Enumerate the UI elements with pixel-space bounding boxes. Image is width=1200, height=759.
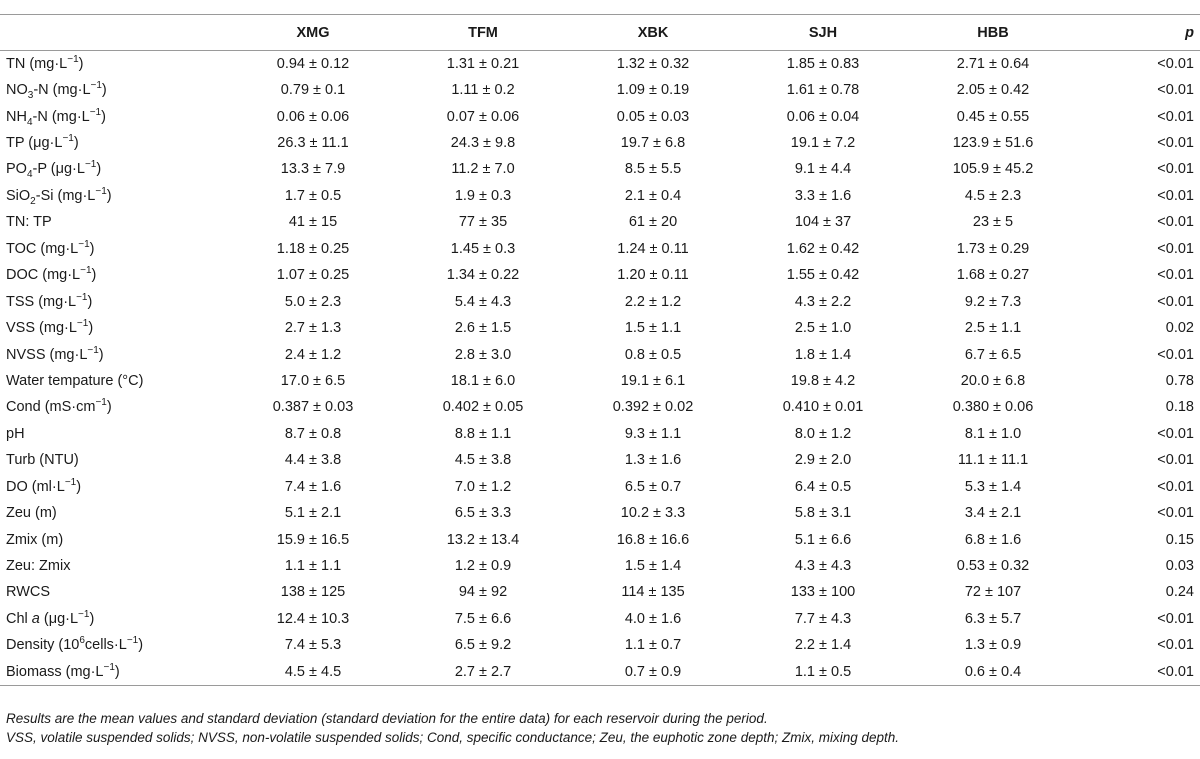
table-row — [0, 156, 1200, 182]
cell-tfm: 2.7 ± 2.7 — [398, 659, 568, 685]
table-body — [0, 51, 1200, 686]
table-row — [0, 183, 1200, 209]
cell-xbk: 1.5 ± 1.4 — [624, 558, 682, 575]
cell-sjh: 1.55 ± 0.42 — [786, 267, 860, 284]
cell-xmg: 5.0 ± 2.3 — [284, 293, 342, 310]
cell-p-value: <0.01 — [1157, 637, 1194, 654]
cell-xbk: 0.8 ± 0.5 — [624, 346, 682, 363]
label-text: ) — [87, 293, 93, 310]
label-text: DO (ml·L — [6, 478, 65, 495]
cell-xmg: 41 ± 15 — [288, 214, 338, 231]
table-footnotes — [6, 709, 1196, 747]
cell-xbk: 1.3 ± 1.6 — [624, 452, 682, 469]
cell-hbb: 20.0 ± 6.8 — [960, 372, 1026, 389]
unit-exponent: −1 — [103, 661, 115, 673]
label-text: -P (μg·L — [32, 161, 85, 178]
cell-p-value: 0.15 — [1165, 531, 1194, 548]
cell-p-value: <0.01 — [1157, 135, 1194, 152]
cell-hbb: 23 ± 5 — [972, 214, 1014, 231]
cell-sjh: 0.410 ± 0.01 — [782, 399, 864, 416]
cell-xmg: 17.0 ± 6.5 — [280, 372, 346, 389]
header-tfm: TFM — [398, 15, 568, 51]
row-label — [0, 394, 228, 420]
cell-p-value: <0.01 — [1078, 659, 1200, 685]
row-label — [0, 236, 228, 262]
cell-hbb: 0.380 ± 0.06 — [952, 399, 1034, 416]
table-row — [0, 341, 1200, 367]
row-label — [0, 659, 228, 685]
label-text: ) — [106, 399, 112, 416]
cell-xmg: 2.7 ± 1.3 — [284, 320, 342, 337]
cell-sjh: 3.3 ± 1.6 — [794, 187, 852, 204]
cell-xmg: 1.18 ± 0.25 — [276, 240, 350, 257]
cell-sjh: 6.4 ± 0.5 — [794, 478, 852, 495]
cell-xbk: 114 ± 135 — [621, 584, 685, 601]
header-parameter — [0, 15, 228, 51]
label-text: TOC (mg·L — [6, 240, 79, 257]
cell-hbb: 2.71 ± 0.64 — [956, 55, 1030, 72]
row-label — [0, 606, 228, 632]
cell-xbk: 2.2 ± 1.2 — [624, 293, 682, 310]
table-row — [0, 500, 1200, 526]
table-row — [0, 288, 1200, 314]
cell-xbk: 1.24 ± 0.11 — [617, 240, 689, 257]
cell-xbk: 0.7 ± 0.9 — [568, 659, 738, 685]
chemical-subscript: 4 — [26, 116, 33, 128]
cell-xbk: 0.392 ± 0.02 — [612, 399, 694, 416]
cell-sjh: 1.8 ± 1.4 — [794, 346, 852, 363]
cell-p-value: <0.01 — [1157, 214, 1194, 231]
cell-sjh: 9.1 ± 4.4 — [794, 161, 852, 178]
cell-xbk: 10.2 ± 3.3 — [620, 505, 686, 522]
cell-hbb: 2.05 ± 0.42 — [956, 82, 1030, 99]
label-text: (μg·L — [39, 610, 79, 627]
label-text: ) — [138, 637, 144, 654]
header-xmg: XMG — [228, 15, 398, 51]
cell-xbk: 8.5 ± 5.5 — [624, 161, 682, 178]
cell-xbk: 4.0 ± 1.6 — [624, 610, 682, 627]
cell-tfm: 4.5 ± 3.8 — [454, 452, 512, 469]
cell-tfm: 7.5 ± 6.6 — [454, 610, 512, 627]
cell-hbb: 2.5 ± 1.1 — [964, 320, 1022, 337]
table-row — [0, 236, 1200, 262]
cell-p-value: <0.01 — [1157, 610, 1194, 627]
cell-p-value: <0.01 — [1157, 55, 1194, 72]
table-row — [0, 447, 1200, 473]
label-text: -N (mg·L — [32, 108, 90, 125]
cell-sjh: 19.1 ± 7.2 — [790, 135, 856, 152]
cell-hbb: 1.73 ± 0.29 — [956, 240, 1030, 257]
cell-sjh: 1.85 ± 0.83 — [786, 55, 860, 72]
cell-sjh: 1.62 ± 0.42 — [786, 240, 860, 257]
header-p-value: p — [1078, 15, 1200, 51]
label-text: Zeu: Zmix — [6, 558, 71, 575]
cell-xmg: 1.7 ± 0.5 — [284, 187, 342, 204]
row-label — [0, 262, 228, 288]
cell-xbk: 9.3 ± 1.1 — [624, 425, 682, 442]
table-row — [0, 51, 1200, 77]
cell-hbb: 6.3 ± 5.7 — [964, 610, 1022, 627]
table-row — [0, 553, 1200, 579]
cell-xmg: 5.1 ± 2.1 — [284, 505, 342, 522]
header-hbb: HBB — [908, 15, 1078, 51]
unit-exponent: −1 — [78, 238, 90, 250]
cell-sjh: 5.8 ± 3.1 — [794, 505, 852, 522]
cell-xmg: 8.7 ± 0.8 — [284, 425, 342, 442]
cell-p-value: <0.01 — [1157, 161, 1194, 178]
cell-xmg: 13.3 ± 7.9 — [280, 161, 346, 178]
header-xbk: XBK — [568, 15, 738, 51]
row-label — [0, 553, 228, 579]
label-text: DOC (mg·L — [6, 267, 81, 284]
unit-exponent: −1 — [126, 635, 139, 647]
label-text: TN (mg·L — [6, 55, 68, 72]
unit-exponent: −1 — [76, 318, 89, 330]
table-row — [0, 262, 1200, 288]
label-text: Cond (mS·cm — [6, 399, 96, 416]
unit-exponent: −1 — [78, 609, 90, 621]
cell-p-value: <0.01 — [1157, 452, 1194, 469]
label-text: ) — [88, 320, 94, 337]
label-text: TSS (mg·L — [6, 293, 77, 310]
label-text: ) — [73, 135, 79, 152]
cell-xmg: 0.06 ± 0.06 — [276, 108, 350, 125]
row-label — [0, 500, 228, 526]
label-text: NVSS (mg·L — [6, 346, 88, 363]
label-text: Zeu (m) — [6, 505, 57, 522]
row-label — [0, 368, 228, 394]
cell-sjh: 5.1 ± 6.6 — [794, 531, 852, 548]
cell-hbb: 8.1 ± 1.0 — [964, 425, 1022, 442]
header-sjh: SJH — [738, 15, 908, 51]
cell-p-value: <0.01 — [1157, 425, 1194, 442]
row-label — [0, 183, 228, 209]
cell-tfm: 2.8 ± 3.0 — [454, 346, 512, 363]
cell-sjh: 1.1 ± 0.5 — [738, 659, 908, 685]
cell-sjh: 2.2 ± 1.4 — [794, 637, 852, 654]
cell-tfm: 6.5 ± 9.2 — [454, 637, 512, 654]
table-row — [0, 659, 1200, 685]
unit-exponent: −1 — [89, 106, 102, 118]
cell-xmg: 7.4 ± 1.6 — [284, 478, 342, 495]
row-label — [0, 341, 228, 367]
unit-exponent: 6 — [79, 635, 85, 647]
cell-tfm: 7.0 ± 1.2 — [454, 478, 512, 495]
cell-tfm: 1.34 ± 0.22 — [446, 267, 520, 284]
cell-tfm: 11.2 ± 7.0 — [451, 161, 515, 178]
cell-sjh: 1.61 ± 0.78 — [786, 82, 860, 99]
row-label — [0, 526, 228, 552]
cell-tfm: 1.2 ± 0.9 — [454, 558, 512, 575]
table-row — [0, 315, 1200, 341]
cell-xmg: 26.3 ± 11.1 — [277, 135, 349, 152]
cell-hbb: 6.8 ± 1.6 — [964, 531, 1022, 548]
cell-xbk: 1.5 ± 1.1 — [624, 320, 682, 337]
table-row — [0, 421, 1200, 447]
cell-xmg: 2.4 ± 1.2 — [284, 346, 342, 363]
label-text: Turb (NTU) — [6, 452, 79, 469]
label-text: Density (10 — [6, 637, 80, 654]
row-label — [0, 474, 228, 500]
cell-p-value: 0.18 — [1165, 399, 1194, 416]
label-text: PO — [6, 161, 27, 178]
label-text: Chl — [6, 610, 32, 627]
cell-p-value: <0.01 — [1157, 240, 1194, 257]
cell-sjh: 7.7 ± 4.3 — [794, 610, 852, 627]
label-text: ) — [89, 610, 95, 627]
label-text: ) — [89, 240, 95, 257]
chemical-subscript: 3 — [27, 90, 34, 102]
cell-xmg: 4.4 ± 3.8 — [284, 452, 342, 469]
cell-hbb: 1.68 ± 0.27 — [956, 267, 1030, 284]
label-text: ) — [106, 187, 112, 204]
cell-xmg: 7.4 ± 5.3 — [284, 637, 342, 654]
cell-hbb: 11.1 ± 11.1 — [957, 452, 1029, 469]
cell-tfm: 0.402 ± 0.05 — [442, 399, 524, 416]
cell-tfm: 1.11 ± 0.2 — [451, 82, 515, 99]
row-label — [0, 579, 228, 605]
cell-xmg: 1.1 ± 1.1 — [284, 558, 342, 575]
table-row — [0, 579, 1200, 605]
cell-tfm: 1.45 ± 0.3 — [450, 240, 516, 257]
label-text: ) — [101, 82, 107, 99]
table-row — [0, 130, 1200, 156]
table-header — [0, 15, 1200, 51]
unit-exponent: −1 — [87, 344, 99, 356]
cell-sjh: 8.0 ± 1.2 — [794, 425, 852, 442]
row-label — [0, 288, 228, 314]
table-row — [0, 526, 1200, 552]
cell-xbk: 1.32 ± 0.32 — [616, 55, 690, 72]
table-row — [0, 474, 1200, 500]
cell-xbk: 1.09 ± 0.19 — [616, 82, 690, 99]
chemical-subscript: 4 — [26, 169, 33, 181]
cell-hbb: 6.7 ± 6.5 — [964, 346, 1022, 363]
cell-hbb: 5.3 ± 1.4 — [964, 478, 1022, 495]
cell-p-value: <0.01 — [1157, 108, 1194, 125]
cell-p-value: 0.03 — [1165, 558, 1194, 575]
cell-xmg: 15.9 ± 16.5 — [276, 531, 350, 548]
cell-hbb: 9.2 ± 7.3 — [964, 293, 1022, 310]
cell-tfm: 8.8 ± 1.1 — [454, 425, 512, 442]
label-text: SiO — [6, 187, 31, 204]
cell-xbk: 0.05 ± 0.03 — [616, 108, 690, 125]
row-label — [0, 315, 228, 341]
table-row — [0, 209, 1200, 235]
label-text: NO — [6, 82, 28, 99]
cell-hbb: 4.5 ± 2.3 — [964, 187, 1022, 204]
italic-term: a — [31, 610, 40, 627]
cell-tfm: 0.07 ± 0.06 — [446, 108, 520, 125]
unit-exponent: −1 — [76, 291, 88, 303]
cell-xbk: 61 ± 20 — [628, 214, 678, 231]
cell-sjh: 4.3 ± 2.2 — [794, 293, 852, 310]
cell-tfm: 24.3 ± 9.8 — [450, 135, 516, 152]
label-text: ) — [78, 55, 84, 72]
cell-xbk: 19.7 ± 6.8 — [620, 135, 686, 152]
cell-xmg: 1.07 ± 0.25 — [276, 267, 350, 284]
row-label — [0, 77, 228, 103]
cell-sjh: 2.5 ± 1.0 — [794, 320, 852, 337]
cell-sjh: 0.06 ± 0.04 — [786, 108, 860, 125]
cell-tfm: 2.6 ± 1.5 — [454, 320, 512, 337]
cell-p-value: <0.01 — [1157, 267, 1194, 284]
cell-hbb: 1.3 ± 0.9 — [964, 637, 1022, 654]
label-text: cells·L — [84, 637, 127, 654]
label-text: -N (mg·L — [33, 82, 91, 99]
cell-p-value: 0.02 — [1165, 320, 1194, 337]
table-row — [0, 103, 1200, 129]
cell-tfm: 1.9 ± 0.3 — [454, 187, 512, 204]
label-text: -Si (mg·L — [35, 187, 96, 204]
table-row — [0, 368, 1200, 394]
unit-exponent: −1 — [80, 265, 92, 277]
cell-xmg: 0.387 ± 0.03 — [272, 399, 354, 416]
label-text: NH — [6, 108, 27, 125]
cell-tfm: 77 ± 35 — [458, 214, 508, 231]
table-row — [0, 632, 1200, 658]
cell-xbk: 19.1 ± 6.1 — [620, 372, 686, 389]
cell-hbb: 0.45 ± 0.55 — [956, 108, 1030, 125]
cell-hbb: 0.6 ± 0.4 — [908, 659, 1078, 685]
cell-xmg: 138 ± 125 — [280, 584, 346, 601]
cell-xmg: 0.79 ± 0.1 — [280, 82, 346, 99]
cell-tfm: 13.2 ± 13.4 — [446, 531, 520, 548]
cell-tfm: 5.4 ± 4.3 — [454, 293, 512, 310]
label-text: VSS (mg·L — [6, 320, 77, 337]
footnote-abbreviations: VSS, volatile suspended solids; NVSS, non-volatile suspended solids; Cond, specific conductance; Zeu, the euphotic zone depth; Zmix, mixing depth. — [6, 730, 900, 745]
row-label — [0, 209, 228, 235]
cell-tfm: 18.1 ± 6.0 — [450, 372, 516, 389]
row-label — [0, 447, 228, 473]
cell-xbk: 1.20 ± 0.11 — [617, 267, 689, 284]
row-label — [0, 632, 228, 658]
cell-hbb: 105.9 ± 45.2 — [952, 161, 1034, 178]
cell-xbk: 16.8 ± 16.6 — [616, 531, 690, 548]
unit-exponent: −1 — [95, 397, 107, 409]
unit-exponent: −1 — [64, 476, 77, 488]
unit-exponent: −1 — [62, 133, 74, 145]
cell-xbk: 1.1 ± 0.7 — [624, 637, 682, 654]
cell-hbb: 123.9 ± 51.6 — [952, 135, 1034, 152]
cell-sjh: 4.3 ± 4.3 — [794, 558, 852, 575]
row-label — [0, 156, 228, 182]
label-text: ) — [91, 267, 97, 284]
cell-xbk: 2.1 ± 0.4 — [624, 187, 682, 204]
cell-tfm: 6.5 ± 3.3 — [454, 505, 512, 522]
cell-p-value: <0.01 — [1157, 505, 1194, 522]
row-label — [0, 51, 228, 77]
row-label — [0, 103, 228, 129]
cell-sjh: 133 ± 100 — [790, 584, 856, 601]
cell-hbb: 3.4 ± 2.1 — [964, 505, 1022, 522]
cell-hbb: 72 ± 107 — [964, 584, 1022, 601]
label-text: ) — [98, 346, 104, 363]
cell-p-value: 0.78 — [1165, 372, 1194, 389]
label-text: Biomass (mg·L — [6, 663, 104, 680]
header-row — [0, 15, 1200, 51]
cell-p-value: <0.01 — [1157, 187, 1194, 204]
label-text: Water tempature (°C) — [6, 372, 144, 389]
row-label — [0, 130, 228, 156]
label-text: TN: TP — [6, 214, 52, 231]
unit-exponent: −1 — [95, 186, 107, 198]
cell-p-value: <0.01 — [1157, 293, 1194, 310]
unit-exponent: −1 — [67, 54, 79, 66]
table-row — [0, 77, 1200, 103]
cell-sjh: 104 ± 37 — [794, 214, 852, 231]
label-text: RWCS — [6, 584, 51, 601]
data-table — [0, 14, 1200, 686]
label-text: pH — [6, 425, 25, 442]
unit-exponent: −1 — [84, 159, 97, 171]
cell-sjh: 19.8 ± 4.2 — [790, 372, 856, 389]
label-text: ) — [76, 478, 82, 495]
unit-exponent: −1 — [90, 80, 102, 92]
cell-p-value: <0.01 — [1157, 346, 1194, 363]
label-text: TP (μg·L — [6, 135, 63, 152]
cell-hbb: 0.53 ± 0.32 — [956, 558, 1030, 575]
label-text: Zmix (m) — [6, 531, 64, 548]
cell-sjh: 2.9 ± 2.0 — [794, 452, 852, 469]
cell-tfm: 94 ± 92 — [458, 584, 508, 601]
footnote-results: Results are the mean values and standard deviation (standard deviation for the entire data) for each reservoir during the period. — [6, 711, 768, 726]
cell-xbk: 6.5 ± 0.7 — [624, 478, 682, 495]
label-text: ) — [96, 161, 102, 178]
label-text: ) — [114, 663, 120, 680]
cell-xmg: 12.4 ± 10.3 — [276, 610, 350, 627]
label-text: ) — [101, 108, 106, 125]
cell-p-value: 0.24 — [1165, 584, 1194, 601]
cell-xmg: 4.5 ± 4.5 — [228, 659, 398, 685]
row-label — [0, 421, 228, 447]
cell-p-value: <0.01 — [1157, 82, 1194, 99]
cell-p-value: <0.01 — [1157, 478, 1194, 495]
cell-tfm: 1.31 ± 0.21 — [446, 55, 520, 72]
table-row — [0, 394, 1200, 420]
cell-xmg: 0.94 ± 0.12 — [276, 55, 350, 72]
table-row — [0, 606, 1200, 632]
chemical-subscript: 2 — [30, 195, 36, 207]
